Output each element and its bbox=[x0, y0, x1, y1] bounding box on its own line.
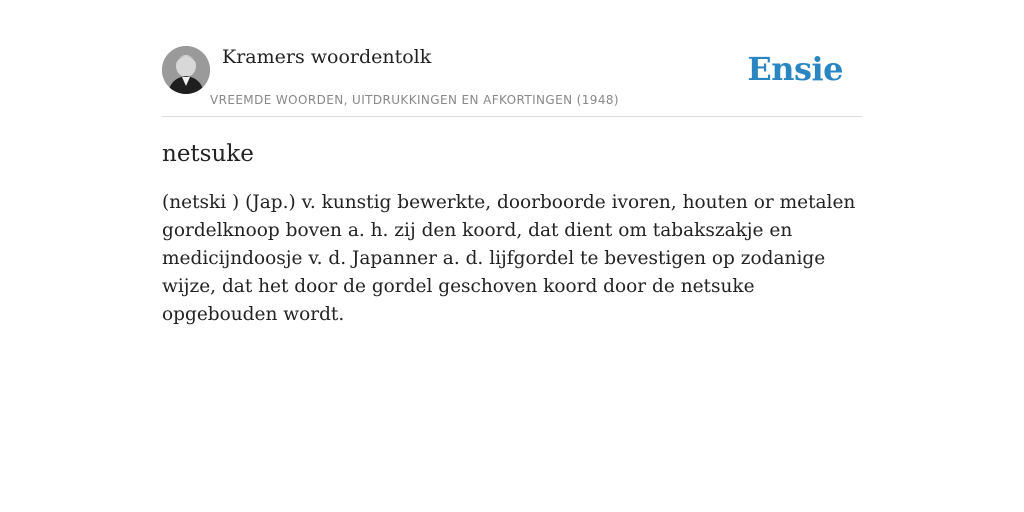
source-header bbox=[162, 0, 862, 117]
source-title[interactable]: Kramers woordentolk bbox=[222, 46, 432, 68]
page-container bbox=[162, 0, 862, 329]
entry-definition: (netski ) (Jap.) v. kunstig bewerkte, doorboorde ivoren, houten or metalen gordelknoop boven a. h. zij den koord, dat dient om tabakszakje en medicijndoosje v. d. Japanner a. d. lijfgordel te bevestigen op zodanige wijze, dat het door de gordel geschoven koord door de netsuke opgebouden wordt. bbox=[162, 192, 856, 325]
entry-term: netsuke bbox=[162, 141, 254, 167]
ensie-logo-link[interactable]: Ensie bbox=[747, 50, 843, 88]
source-subtitle: VREEMDE WOORDEN, UITDRUKKINGEN EN AFKORTINGEN (1948) bbox=[210, 93, 619, 107]
author-avatar[interactable] bbox=[162, 46, 210, 94]
portrait-icon bbox=[162, 46, 210, 94]
